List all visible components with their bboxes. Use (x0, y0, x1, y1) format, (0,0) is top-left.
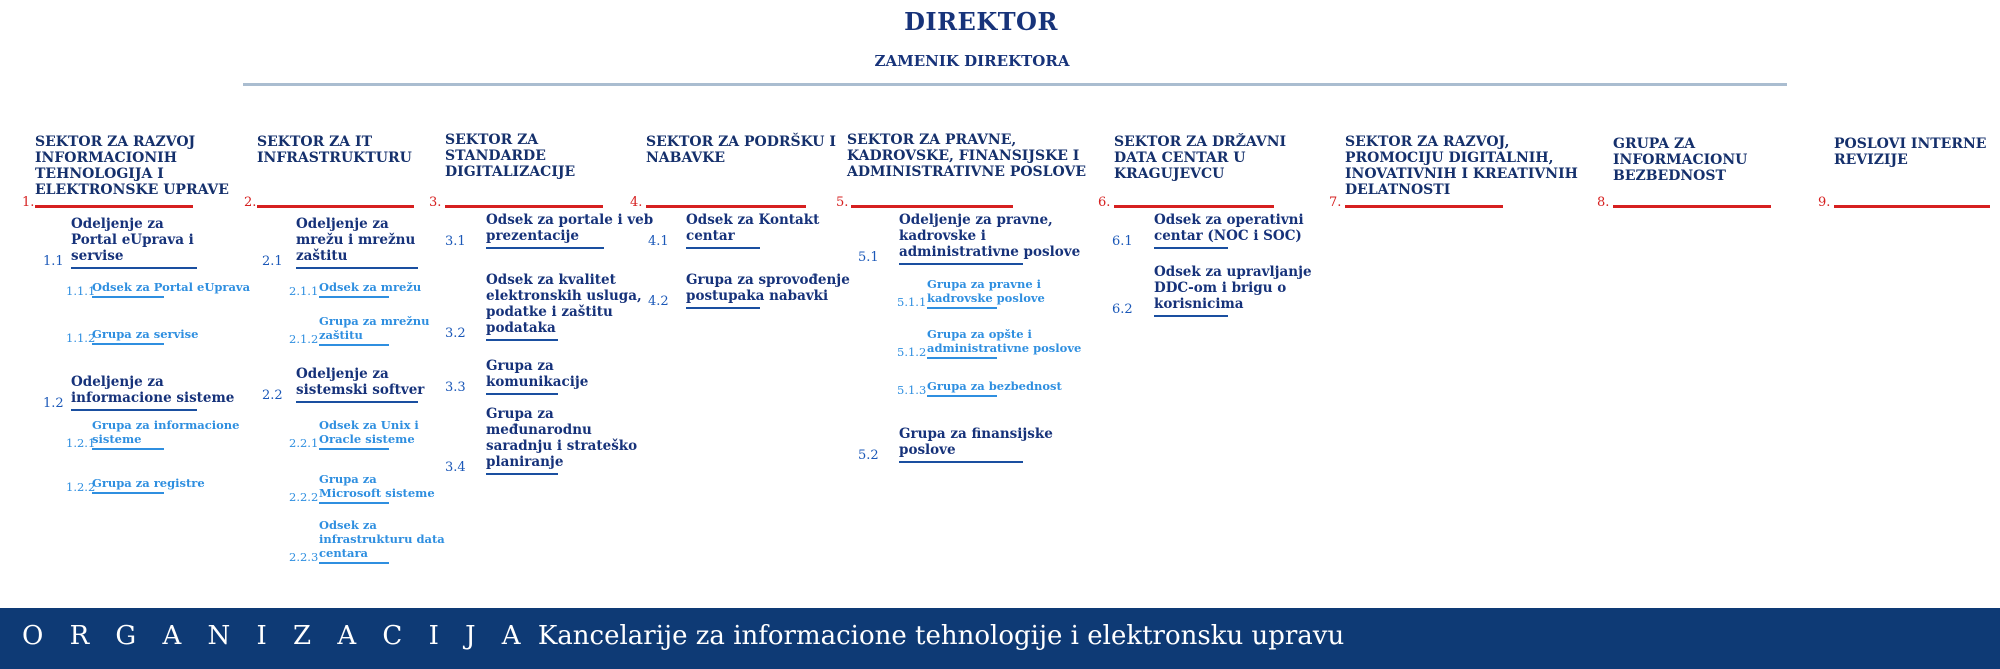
text-line: kadrovske poslove (927, 291, 1045, 305)
subunit-number: 2.2.2 (289, 490, 319, 504)
text-line: DDC-om i brigu o (1154, 280, 1287, 296)
text-line: REVIZIJE (1834, 152, 1908, 168)
unit-title (71, 374, 234, 406)
text-line: Odsek za Unix i (319, 418, 419, 432)
text-line: SEKTOR ZA DRŽAVNI (1114, 134, 1287, 150)
sector-underline (1345, 205, 1503, 208)
sector-title (1613, 136, 1747, 184)
text-line: DATA CENTAR U (1114, 150, 1246, 166)
unit-underline (1154, 315, 1228, 317)
text-line: Grupa za (486, 406, 554, 422)
text-line: SEKTOR ZA RAZVOJ (35, 134, 196, 150)
unit-number: 4.1 (648, 234, 669, 249)
text-line: elektronskih usluga, (486, 288, 642, 304)
text-line: SEKTOR ZA IT (257, 134, 372, 150)
subunit-title (92, 418, 239, 446)
unit-number: 3.1 (445, 234, 466, 249)
subunit-underline (92, 296, 164, 298)
text-line: STANDARDE (445, 148, 546, 164)
unit-number: 3.2 (445, 326, 466, 341)
text-line: podataka (486, 320, 556, 336)
text-line: INOVATIVNIH I KREATIVNIH (1345, 166, 1578, 182)
unit-item (445, 358, 589, 395)
subunit-underline (319, 344, 389, 346)
unit-underline (1154, 247, 1228, 249)
text-line: zaštitu (296, 248, 348, 264)
unit-number: 2.1 (262, 254, 283, 269)
text-line: Oracle sisteme (319, 432, 415, 446)
unit-title (899, 212, 1080, 260)
unit-number: 5.1 (858, 250, 879, 265)
text-line: Grupa za informacione (92, 418, 240, 432)
subunit-underline (92, 448, 164, 450)
text-line: Odsek za mrežu (319, 280, 422, 294)
subunit-title (927, 327, 1081, 355)
unit-title (71, 216, 197, 264)
unit-item (648, 272, 850, 309)
text-line: SEKTOR ZA (445, 132, 539, 148)
unit-number: 2.2 (262, 388, 283, 403)
text-line: kadrovske i (899, 228, 986, 244)
subunit-underline (927, 357, 997, 359)
text-line: Odsek za upravljanje (1154, 264, 1312, 280)
text-line: poslove (899, 442, 956, 458)
text-line: Odsek za Portal eUprava (92, 280, 251, 294)
unit-underline (686, 247, 760, 249)
text-line: sisteme (92, 432, 142, 446)
text-line: Portal eUprava i (71, 232, 194, 248)
subunit-number: 5.1.1 (897, 295, 927, 309)
sector-number: 3. (429, 195, 442, 210)
text-line: Odsek za (319, 518, 377, 532)
sector-number: 8. (1597, 195, 1610, 210)
unit-item (858, 212, 1081, 265)
subunit-underline (319, 562, 389, 564)
subunit-item (289, 518, 445, 564)
footer-rest: Kancelarije za informacione tehnologije i elektronsku upravu (537, 621, 1345, 651)
subunit-underline (927, 395, 997, 397)
subunit-underline (927, 307, 997, 309)
text-line: zaštitu (319, 328, 363, 342)
text-line: SEKTOR ZA PRAVNE, (847, 132, 1017, 148)
unit-number: 1.1 (43, 254, 64, 269)
unit-underline (486, 339, 558, 341)
text-line: planiranje (486, 454, 564, 470)
subunit-number: 1.1.2 (66, 331, 96, 345)
unit-item (445, 272, 642, 341)
unit-title (1154, 212, 1304, 244)
unit-number: 5.2 (858, 448, 879, 463)
sector-underline (445, 205, 603, 208)
subunit-number: 1.2.2 (66, 480, 96, 494)
text-line: NABAVKE (646, 150, 726, 166)
subunit-title (927, 379, 1062, 393)
subunit-title (319, 314, 430, 342)
text-line: Odsek za kvalitet (486, 272, 616, 288)
text-line: administrativne poslove (899, 244, 1081, 260)
unit-number: 6.1 (1112, 234, 1133, 249)
sector-underline (257, 205, 414, 208)
text-line: KRAGUJEVCU (1114, 166, 1225, 182)
subunit-title (92, 280, 250, 294)
text-line: postupaka nabavki (686, 288, 829, 304)
text-line: Grupa za servise (92, 327, 199, 341)
unit-underline (899, 263, 1023, 265)
unit-title (899, 426, 1053, 458)
text-line: međunarodnu (486, 422, 592, 438)
subunit-item (897, 379, 1062, 397)
unit-title (686, 272, 850, 304)
subunit-number: 2.1.2 (289, 332, 319, 346)
unit-title (486, 358, 588, 390)
text-line: Odeljenje za (71, 374, 164, 390)
unit-title (486, 272, 642, 336)
text-line: Grupa za pravne i (927, 277, 1042, 291)
subunit-title (319, 280, 421, 294)
text-line: SEKTOR ZA RAZVOJ, (1345, 134, 1510, 150)
text-line: korisnicima (1154, 296, 1244, 312)
subunit-item (897, 327, 1082, 359)
subunit-title (92, 327, 198, 341)
text-line: administrativne poslove (927, 341, 1082, 355)
unit-item (262, 216, 418, 269)
text-line: Odeljenje za (71, 216, 164, 232)
unit-item (858, 426, 1053, 463)
text-line: saradnju i strateško (486, 438, 638, 454)
sector-title (646, 134, 836, 166)
text-line: Grupa za finansijske (899, 426, 1053, 442)
subunit-item (289, 418, 419, 450)
sector-title (1834, 136, 1986, 168)
unit-underline (71, 267, 197, 269)
footer-lead: O R G A N I Z A C I J A (22, 621, 530, 651)
text-line: Odsek za Kontakt (686, 212, 820, 228)
text-line: centara (319, 546, 368, 560)
director-title: DIREKTOR (904, 7, 1058, 36)
text-line: ELEKTRONSKE UPRAVE (35, 182, 229, 198)
text-line: komunikacije (486, 374, 589, 390)
unit-underline (486, 473, 558, 475)
unit-item (445, 212, 654, 249)
sector-underline (1613, 205, 1771, 208)
unit-item (1112, 264, 1312, 317)
text-line: Grupa za (319, 472, 377, 486)
subunit-item (897, 277, 1045, 309)
text-line: TEHNOLOGIJA I (35, 166, 164, 182)
text-line: servise (71, 248, 124, 264)
sector-number: 1. (22, 195, 35, 210)
unit-title (296, 216, 418, 264)
deputy-director-title: ZAMENIK DIREKTORA (874, 52, 1070, 70)
text-line: INFRASTRUKTURU (257, 150, 412, 166)
text-line: Odeljenje za pravne, (899, 212, 1053, 228)
text-line: Microsoft sisteme (319, 486, 435, 500)
subunit-title (319, 418, 419, 446)
sector-number: 7. (1329, 195, 1342, 210)
sector-underline (851, 205, 1013, 208)
text-line: SEKTOR ZA PODRŠKU I (646, 134, 836, 150)
unit-underline (296, 401, 418, 403)
footer-title (22, 621, 1344, 651)
unit-title (296, 366, 424, 398)
subunit-item (66, 476, 205, 494)
sector-underline (646, 205, 806, 208)
subunit-title (927, 277, 1045, 305)
text-line: Grupa za registre (92, 476, 205, 490)
text-line: Grupa za bezbednost (927, 379, 1062, 393)
text-line: DIGITALIZACIJE (445, 164, 576, 180)
sector-number: 2. (244, 195, 257, 210)
sector-underline (1834, 205, 1990, 208)
unit-item (445, 406, 638, 475)
unit-underline (686, 307, 760, 309)
text-line: DELATNOSTI (1345, 182, 1451, 198)
text-line: centar (686, 228, 735, 244)
subunit-number: 2.2.3 (289, 550, 319, 564)
text-line: Odeljenje za (296, 216, 389, 232)
unit-title (1154, 264, 1312, 312)
subunit-item (289, 280, 422, 298)
sector-number: 4. (630, 195, 643, 210)
text-line: Odsek za portale i veb (486, 212, 654, 228)
text-line: ADMINISTRATIVNE POSLOVE (847, 164, 1086, 180)
sector-title (1345, 134, 1578, 198)
subunit-number: 2.1.1 (289, 284, 319, 298)
text-line: Grupa za mrežnu (319, 314, 430, 328)
sector-title (445, 132, 575, 180)
text-line: informacione sisteme (71, 390, 235, 406)
unit-item (43, 216, 197, 269)
unit-item (262, 366, 425, 403)
subunit-underline (319, 502, 389, 504)
text-line: Grupa za (486, 358, 554, 374)
subunit-title (92, 476, 205, 490)
subunit-underline (319, 296, 389, 298)
subunit-item (66, 327, 199, 345)
unit-underline (899, 461, 1023, 463)
sector-underline (1114, 205, 1274, 208)
unit-title (686, 212, 819, 244)
subunit-title (319, 518, 445, 560)
subunit-underline (319, 448, 389, 450)
sector-title (257, 134, 412, 166)
unit-title (486, 406, 637, 470)
unit-underline (486, 247, 604, 249)
sector-number: 9. (1818, 195, 1831, 210)
subunit-number: 1.2.1 (66, 436, 96, 450)
unit-item (648, 212, 820, 249)
subunit-item (289, 314, 430, 346)
director-divider (243, 83, 1787, 86)
text-line: POSLOVI INTERNE (1834, 136, 1987, 152)
text-line: centar (NOC i SOC) (1154, 228, 1302, 244)
unit-underline (296, 267, 418, 269)
unit-number: 4.2 (648, 294, 669, 309)
text-line: Odsek za operativni (1154, 212, 1304, 228)
unit-title (486, 212, 653, 244)
text-line: KADROVSKE, FINANSIJSKE I (847, 148, 1080, 164)
sector-underline (35, 205, 193, 208)
sector-number: 6. (1098, 195, 1111, 210)
sector-number: 5. (836, 195, 849, 210)
text-line: sistemski softver (296, 382, 425, 398)
text-line: INFORMACIONIH (35, 150, 177, 166)
subunit-item (66, 418, 240, 450)
subunit-item (66, 280, 251, 298)
unit-number: 3.3 (445, 380, 466, 395)
text-line: PROMOCIJU DIGITALNIH, (1345, 150, 1554, 166)
unit-number: 1.2 (43, 396, 64, 411)
subunit-item (289, 472, 435, 504)
footer-banner (0, 608, 2000, 669)
text-line: prezentacije (486, 228, 580, 244)
unit-number: 3.4 (445, 460, 466, 475)
sector-title (847, 132, 1086, 180)
subunit-title (319, 472, 435, 500)
subunit-underline (92, 492, 164, 494)
sector-title (35, 134, 229, 198)
text-line: podatke i zaštitu (486, 304, 613, 320)
text-line: Grupa za sprovođenje (686, 272, 850, 288)
text-line: INFORMACIONU (1613, 152, 1748, 168)
text-line: Grupa za opšte i (927, 327, 1032, 341)
subunit-number: 2.2.1 (289, 436, 319, 450)
unit-item (43, 374, 235, 411)
text-line: mrežu i mrežnu (296, 232, 416, 248)
unit-number: 6.2 (1112, 302, 1133, 317)
sector-title (1114, 134, 1286, 182)
unit-underline (486, 393, 558, 395)
text-line: BEZBEDNOST (1613, 168, 1726, 184)
text-line: infrastrukturu data (319, 532, 445, 546)
subunit-underline (92, 343, 164, 345)
text-line: Odeljenje za (296, 366, 389, 382)
text-line: GRUPA ZA (1613, 136, 1696, 152)
subunit-number: 5.1.2 (897, 345, 927, 359)
unit-underline (71, 409, 197, 411)
unit-item (1112, 212, 1304, 249)
subunit-number: 1.1.1 (66, 284, 96, 298)
subunit-number: 5.1.3 (897, 383, 927, 397)
